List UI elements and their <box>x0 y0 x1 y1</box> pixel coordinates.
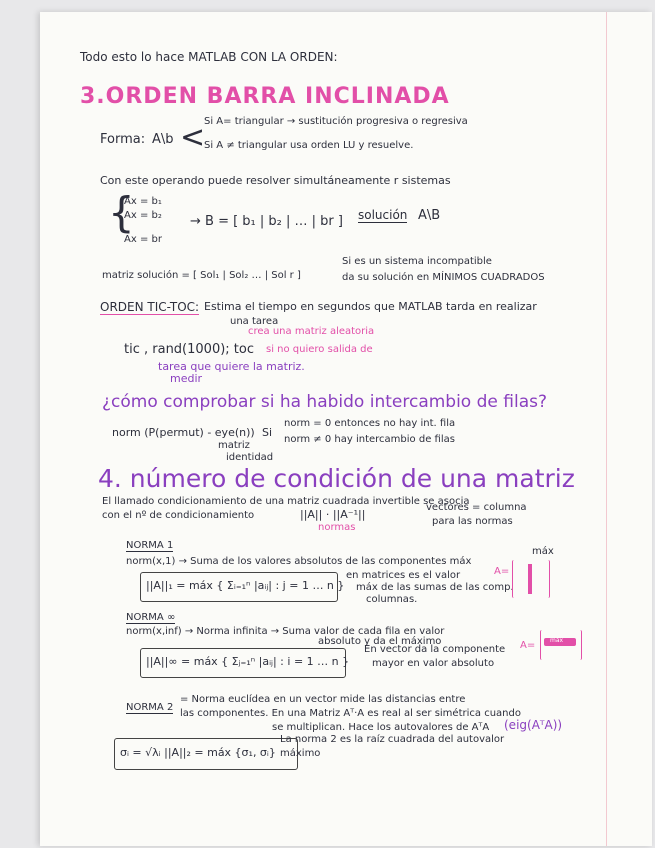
incompatible-text: Si es un sistema incompatible <box>342 256 492 267</box>
tictoc-crea-note: crea una matriz aleatoria <box>248 326 375 337</box>
filas-norm-expr: norm (P(permut) - eye(n)) <box>112 426 255 439</box>
b-matrix: → B = [ b₁ | b₂ | … | br ] <box>190 214 343 229</box>
norma2-desc-1: = Norma euclídea en un vector mide las distancias entre <box>180 694 466 705</box>
branch-bracket: < <box>180 120 206 155</box>
normainf-matrix-label: A= <box>520 640 536 651</box>
normainf-note-2: mayor en valor absoluto <box>372 658 495 669</box>
normainf-cmd-2: absoluto y da el máximo <box>318 636 442 647</box>
section-4-title: 4. número de condición de una matriz <box>98 464 575 493</box>
margin-line <box>606 12 607 846</box>
normainf-mark: máx <box>550 637 564 644</box>
condicionamiento-def: El llamado condicionamiento de una matriz cuadrada invertible se asocia <box>102 496 470 507</box>
solution-expr: A\B <box>418 208 441 223</box>
norma2-desc-2: las componentes. En una Matriz Aᵀ·A es real al ser simétrica cuando <box>180 708 521 719</box>
filas-case-ne: norm ≠ 0 hay intercambio de filas <box>284 434 455 445</box>
normas-note: normas <box>318 522 356 533</box>
filas-si: Si <box>262 426 273 439</box>
forma-label: Forma: <box>100 132 146 147</box>
tictoc-medir-note: medir <box>170 372 203 385</box>
norma2-desc-4: La norma 2 es la raíz cuadrada del autovalor <box>280 734 505 745</box>
forma-case-non-triangular: Si A ≠ triangular usa orden LU y resuelve. <box>204 140 414 151</box>
tictoc-desc-tarea: una tarea <box>230 316 279 327</box>
equation-r: Ax = br <box>124 234 162 245</box>
normainf-cmd-1: norm(x,inf) → Norma infinita → Suma valor de cada fila en valor <box>126 626 445 637</box>
filas-matriz-note: matriz <box>218 440 250 451</box>
solution-label: solución <box>358 208 408 222</box>
filas-identidad-note: identidad <box>226 452 274 463</box>
condicionamiento-num: con el nº de condicionamiento <box>102 510 255 521</box>
system-brace: { <box>108 188 135 237</box>
norma2-eig: (eig(AᵀA)) <box>504 718 563 732</box>
norma1-title: NORMA 1 <box>126 540 174 551</box>
norma1-matrix-label: A= <box>494 566 510 577</box>
norma1-note-3: columnas. <box>366 594 418 605</box>
norma1-column-highlight <box>528 564 532 594</box>
norma2-title: NORMA 2 <box>126 702 174 713</box>
filas-question: ¿cómo comprobar si ha habido intercambio de filas? <box>102 392 547 412</box>
norma1-cmd: norm(x,1) → Suma de los valores absolutos de las componentes máx <box>126 556 472 567</box>
forma-case-triangular: Si A= triangular → sustitución progresiva o regresiva <box>204 116 468 127</box>
equation-2: Ax = b₂ <box>124 210 162 221</box>
condition-number-expr: ||A|| · ||A⁻¹|| <box>300 508 366 521</box>
section-3-title: 3.ORDEN BARRA INCLINADA <box>80 84 450 109</box>
norma1-note-1: en matrices es el valor <box>346 570 461 581</box>
tictoc-label: ORDEN TIC-TOC: <box>100 300 200 314</box>
vectores-note: vectores = columna <box>426 502 527 513</box>
systems-intro: Con este operando puede resolver simultáneamente r sistemas <box>100 174 451 187</box>
forma-expr: A\b <box>152 132 174 147</box>
normainf-title: NORMA ∞ <box>126 612 176 623</box>
equation-1: Ax = b₁ <box>124 196 162 207</box>
tictoc-desc: Estima el tiempo en segundos que MATLAB tarda en realizar <box>204 300 537 313</box>
normainf-note-1: En vector da la componente <box>364 644 506 655</box>
filas-case-eq: norm = 0 entonces no hay int. fila <box>284 418 456 429</box>
norma1-note-2: máx de las sumas de las comp. <box>356 582 514 593</box>
norma2-desc-5: máximo <box>280 748 321 759</box>
norma1-mark: máx <box>532 546 554 557</box>
norma2-formula: σᵢ = √λᵢ ||A||₂ = máx {σ₁, σᵢ} <box>120 746 276 759</box>
tictoc-no-salida-note: si no quiero salida de <box>266 344 373 355</box>
para-normas-note: para las normas <box>432 516 513 527</box>
intro-text: Todo esto lo hace MATLAB CON LA ORDEN: <box>80 50 338 64</box>
notebook-page <box>40 12 652 846</box>
tictoc-code: tic , rand(1000); toc <box>124 342 254 357</box>
normainf-formula: ||A||∞ = máx { Σⱼ₌₁ⁿ |aᵢⱼ| : i = 1 … n } <box>146 655 350 668</box>
minimos-cuadrados-text: da su solución en MÍNIMOS CUADRADOS <box>342 272 545 283</box>
solution-matrix: matriz solución = [ Sol₁ | Sol₂ … | Sol r ] <box>102 270 301 281</box>
tictoc-tarea-note: tarea que quiere la matriz. <box>158 360 305 373</box>
norma2-desc-3: se multiplican. Hace los autovalores de AᵀA <box>272 722 490 733</box>
norma1-formula: ||A||₁ = máx { Σᵢ₌₁ⁿ |aᵢⱼ| : j = 1 … n } <box>146 579 345 592</box>
